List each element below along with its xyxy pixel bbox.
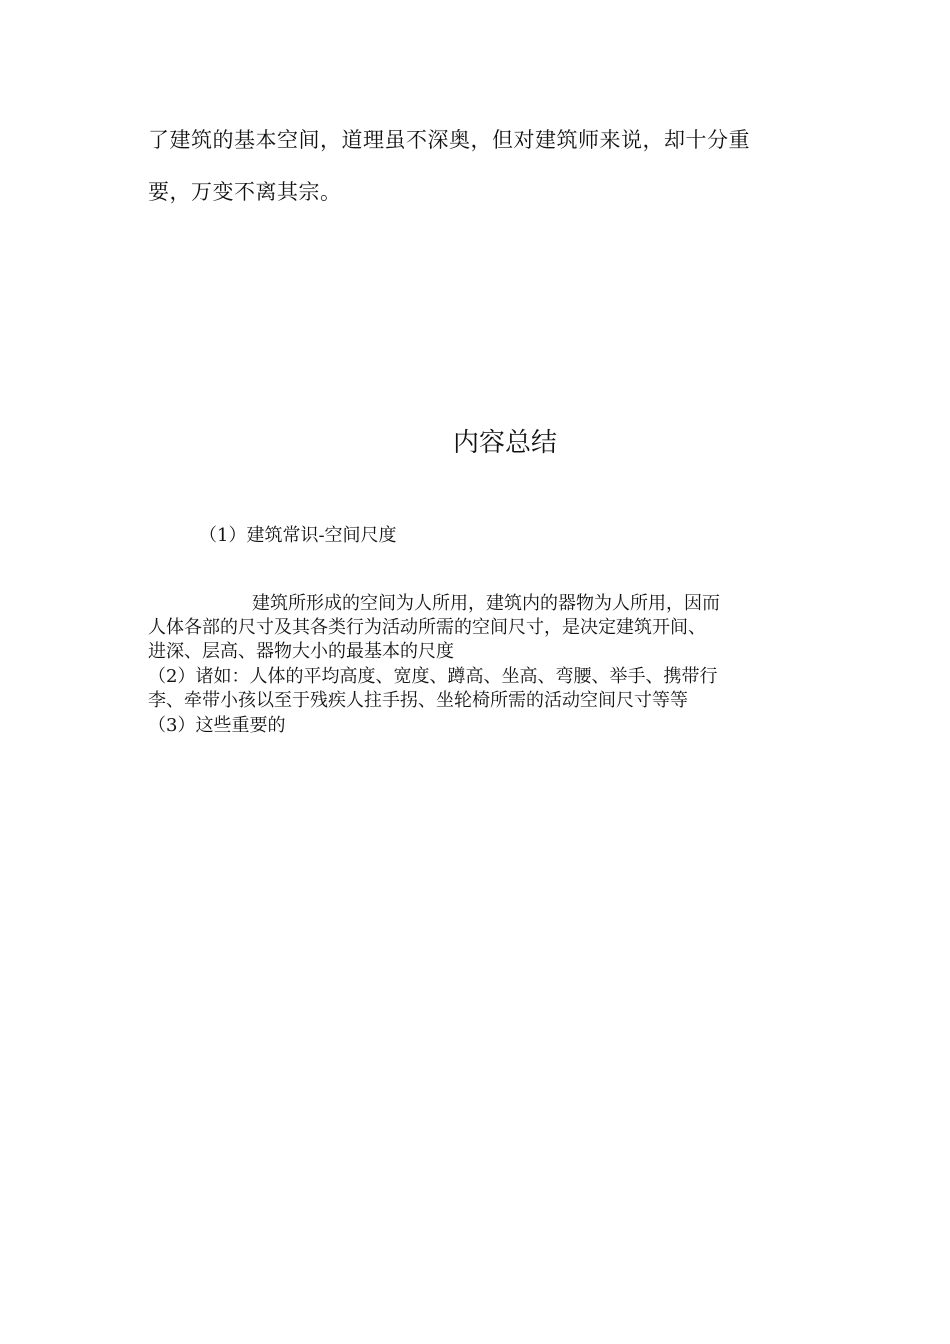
section-title: 内容总结 [452,428,557,458]
body-line: （3）这些重要的 [148,715,286,736]
item-heading: （1）建筑常识-空间尺度 [199,525,397,546]
paragraph-line: 了建筑的基本空间，道理虽不深奥，但对建筑师来说，却十分重 [148,128,750,152]
body-line: 建筑所形成的空间为人所用，建筑内的器物为人所用，因而 [252,593,720,614]
body-line: （2）诸如：人体的平均高度、宽度、蹲高、坐高、弯腰、举手、携带行 [148,666,718,687]
body-line: 李、牵带小孩以至于残疾人拄手拐、坐轮椅所需的活动空间尺寸等等 [148,690,688,711]
body-line: 人体各部的尺寸及其各类行为活动所需的空间尺寸，是决定建筑开间、 [148,617,706,638]
paragraph-line: 要，万变不离其宗。 [148,180,342,204]
body-line: 进深、层高、器物大小的最基本的尺度 [148,641,454,662]
